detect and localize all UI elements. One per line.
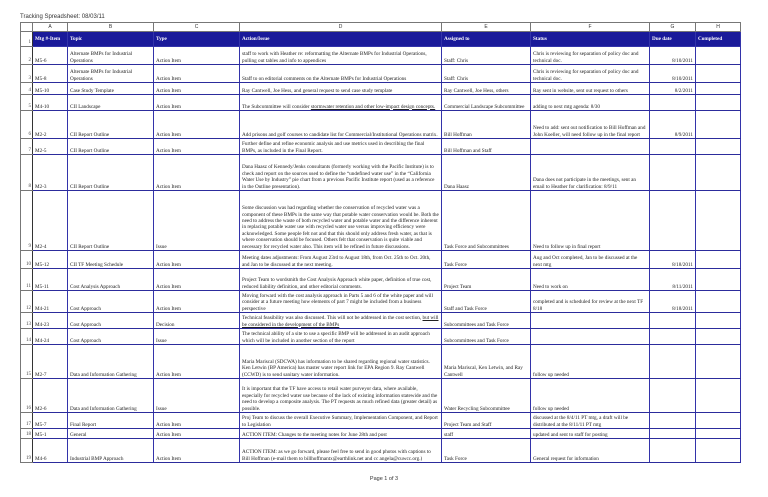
- cell-mtg-item[interactable]: M5-12: [33, 251, 68, 269]
- cell-action-issue[interactable]: Maria Mariscal (SDCWA) has information to be shared regarding regional water statistics. Ken Letwin (BP America) has master water report link for EPA Region 9. Ray Cantwell (CCWD) is to send sanitary water information.: [240, 345, 442, 379]
- column-letter-a[interactable]: A: [33, 23, 68, 32]
- cell-mtg-item[interactable]: M2-6: [33, 379, 68, 413]
- action-text: Technical feasibility was also discussed. This will not be addressed in the cost section,: [242, 315, 423, 322]
- cell-completed[interactable]: [696, 111, 741, 139]
- row-number[interactable]: 6: [21, 111, 33, 139]
- cell-topic[interactable]: Cost Analysis Approach: [68, 269, 154, 291]
- cell-topic[interactable]: Data and Information Gathering: [68, 345, 154, 379]
- row-number[interactable]: 12: [21, 291, 33, 313]
- page-footer: Page 1 of 3: [369, 476, 399, 482]
- cell-due-date[interactable]: [650, 345, 696, 379]
- cell-type[interactable]: Action Item: [154, 429, 240, 439]
- cell-assigned-to[interactable]: Maria Mariscal, Ken Letwin, and Ray Cantwell: [442, 345, 531, 379]
- cell-topic[interactable]: Cost Approach: [68, 291, 154, 313]
- header-row: [21, 32, 741, 47]
- cell-status[interactable]: [531, 313, 650, 329]
- cell-type[interactable]: Action Item: [154, 439, 240, 463]
- cell-status[interactable]: Dana does not participate in the meetings, sent an email to Heather for clarification: 8/9/11: [531, 155, 650, 191]
- cell-status[interactable]: discussed at the 8/4/11 PT mtg, a draft will be distributed at the 8/11/11 PT mtg: [531, 413, 650, 429]
- cell-type[interactable]: Action Item: [154, 139, 240, 155]
- cell-action-issue[interactable]: staff to work with Heather re: reformatting the Alternate BMPs for Industrial Operations, pulling out tables and info to appendices: [240, 47, 442, 65]
- cell-completed[interactable]: [696, 379, 741, 413]
- cell-topic[interactable]: Case Study Template: [68, 83, 154, 95]
- cell-status[interactable]: [531, 139, 650, 155]
- cell-action-issue[interactable]: The technical ability of a site to use a specific BMP will be addressed in an audit approach which will be included in another section of the report: [240, 329, 442, 345]
- cell-completed[interactable]: [696, 95, 741, 111]
- cell-assigned-to[interactable]: Staff: Chris: [442, 47, 531, 65]
- cell-mtg-item[interactable]: M5-8: [33, 65, 68, 83]
- row-number[interactable]: 11: [21, 269, 33, 291]
- cell-due-date[interactable]: 8/11/2011: [650, 269, 696, 291]
- cell-completed[interactable]: [696, 65, 741, 83]
- cell-due-date[interactable]: [650, 329, 696, 345]
- cell-status[interactable]: Need to work on: [531, 269, 650, 291]
- row-number[interactable]: 13: [21, 313, 33, 329]
- cell-due-date[interactable]: [650, 379, 696, 413]
- cell-due-date[interactable]: [650, 413, 696, 429]
- header-assigned-to[interactable]: Assigned to: [442, 32, 531, 47]
- cell-topic[interactable]: CII Report Outline: [68, 155, 154, 191]
- column-letter-e[interactable]: E: [442, 23, 531, 32]
- cell-mtg-item[interactable]: M4-6: [33, 439, 68, 463]
- cell-mtg-item[interactable]: M2-7: [33, 345, 68, 379]
- cell-mtg-item[interactable]: M5-11: [33, 269, 68, 291]
- cell-status[interactable]: follow up needed: [531, 379, 650, 413]
- cell-type[interactable]: Action Item: [154, 65, 240, 83]
- cell-mtg-item[interactable]: M2-5: [33, 139, 68, 155]
- cell-action-issue[interactable]: Moving forward with the cost analysis approach in Parts 5 and 6 of the white paper and will consider at a future meeting how elements of part 7 might be included from a business perspective: [240, 291, 442, 313]
- cell-mtg-item[interactable]: M4-24: [33, 329, 68, 345]
- cell-action-issue[interactable]: Project Team to wordsmith the Cost Analysis Approach white paper, definition of true cost, reduced liability definition, and other editorial comments.: [240, 269, 442, 291]
- table-row: [21, 329, 741, 345]
- cell-topic[interactable]: CII TF Meeting Schedule: [68, 251, 154, 269]
- cell-assigned-to[interactable]: Subcommittees and Task Force: [442, 329, 531, 345]
- cell-status[interactable]: updated and sent to staff for posting: [531, 429, 650, 439]
- cell-mtg-item[interactable]: M5-6: [33, 47, 68, 65]
- cell-action-issue[interactable]: [240, 313, 442, 329]
- cell-assigned-to[interactable]: Bill Hoffman: [442, 111, 531, 139]
- cell-topic[interactable]: General: [68, 429, 154, 439]
- column-letter-c[interactable]: C: [154, 23, 240, 32]
- cell-action-issue[interactable]: Proj Team to discuss the overall Executive Summary, Implementation Component, and Report to Legislation: [240, 413, 442, 429]
- cell-completed[interactable]: [696, 439, 741, 463]
- cell-topic[interactable]: Data and Information Gathering: [68, 379, 154, 413]
- cell-assigned-to[interactable]: Subcommittees and Task Force: [442, 313, 531, 329]
- cell-due-date[interactable]: 8/9/2011: [650, 111, 696, 139]
- cell-status[interactable]: Need to add: sent out notification to Bill Hoffman and John Koeller, will need follow up in the final report: [531, 111, 650, 139]
- cell-assigned-to[interactable]: staff: [442, 429, 531, 439]
- cell-assigned-to[interactable]: Commercial Landscape Subcommittee: [442, 95, 531, 111]
- cell-topic[interactable]: Cost Approach: [68, 313, 154, 329]
- table-row: [21, 111, 741, 139]
- cell-topic[interactable]: CII Report Outline: [68, 191, 154, 251]
- row-number[interactable]: 17: [21, 413, 33, 429]
- cell-type[interactable]: Action Item: [154, 251, 240, 269]
- cell-topic[interactable]: Final Report: [68, 413, 154, 429]
- header-type[interactable]: Type: [154, 32, 240, 47]
- table-row: [21, 379, 741, 413]
- column-letter-d[interactable]: D: [240, 23, 442, 32]
- cell-type[interactable]: Issue: [154, 379, 240, 413]
- table-row: [21, 345, 741, 379]
- cell-completed[interactable]: [696, 269, 741, 291]
- cell-completed[interactable]: [696, 155, 741, 191]
- cell-status[interactable]: Chris is reviewing for separation of policy doc and technical doc.: [531, 47, 650, 65]
- cell-type[interactable]: Action Item: [154, 269, 240, 291]
- cell-action-issue[interactable]: Add prisons and golf courses to candidate list for Commercial/Institutional Operations matrix.: [240, 111, 442, 139]
- cell-completed[interactable]: [696, 251, 741, 269]
- column-letter-f[interactable]: F: [531, 23, 650, 32]
- cell-due-date[interactable]: [650, 313, 696, 329]
- header-status[interactable]: Status: [531, 32, 650, 47]
- cell-status[interactable]: adding to next mtg agenda: 8/30: [531, 95, 650, 111]
- column-letter-b[interactable]: B: [68, 23, 154, 32]
- cell-status[interactable]: Aug and Oct completed, Jan to be discussed at the next mtg: [531, 251, 650, 269]
- action-underlined-text: but will be considered in the development of the BMPs: [242, 315, 439, 328]
- cell-completed[interactable]: [696, 139, 741, 155]
- table-row: [21, 139, 741, 155]
- cell-status[interactable]: Chris is reviewing for separation of policy doc and technical doc.: [531, 65, 650, 83]
- header-action-issue[interactable]: Action/Issue: [240, 32, 442, 47]
- cell-action-issue[interactable]: Meeting dates adjustments: From August 23rd to August 18th, from Oct. 25th to Oct. 20th, and Jan to be discussed at the next meeting.: [240, 251, 442, 269]
- cell-mtg-item[interactable]: M2-2: [33, 111, 68, 139]
- table-row: [21, 95, 741, 111]
- cell-topic[interactable]: Cost Approach: [68, 329, 154, 345]
- cell-completed[interactable]: [696, 47, 741, 65]
- cell-due-date[interactable]: 8/2/2011: [650, 83, 696, 95]
- table-row: [21, 155, 741, 191]
- header-completed[interactable]: Completed: [696, 32, 741, 47]
- cell-status[interactable]: Ray sent in website, sent out request to others: [531, 83, 650, 95]
- cell-due-date[interactable]: [650, 191, 696, 251]
- row-number[interactable]: 4: [21, 83, 33, 95]
- cell-status[interactable]: General request for information: [531, 439, 650, 463]
- table-row: [21, 83, 741, 95]
- sheet-title: Tracking Spreadsheet: 08/03/11: [20, 14, 105, 20]
- cell-completed[interactable]: [696, 345, 741, 379]
- cell-action-issue[interactable]: ACTION ITEM: as we go forward, please feel free to send in good photos with captions to Bill Hoffman (e-mail them to billhoffmantx@earthlink.net and cc angela@cuwcc.org.): [240, 439, 442, 463]
- cell-mtg-item[interactable]: M2-3: [33, 155, 68, 191]
- header-topic[interactable]: Topic: [68, 32, 154, 47]
- cell-type[interactable]: Action Item: [154, 345, 240, 379]
- cell-action-issue[interactable]: ACTION ITEM: Changes to the meeting notes for June 28th and post: [240, 429, 442, 439]
- cell-due-date[interactable]: [650, 155, 696, 191]
- cell-action-issue[interactable]: [240, 95, 442, 111]
- cell-topic[interactable]: CII Landscape: [68, 95, 154, 111]
- column-letter-g[interactable]: G: [650, 23, 696, 32]
- cell-type[interactable]: Action Item: [154, 111, 240, 139]
- row-number[interactable]: 16: [21, 379, 33, 413]
- table-row: [21, 191, 741, 251]
- row-number[interactable]: 7: [21, 139, 33, 155]
- cell-mtg-item[interactable]: M4-23: [33, 313, 68, 329]
- table-row: [21, 429, 741, 439]
- cell-status[interactable]: Need to follow up in final report: [531, 191, 650, 251]
- cell-assigned-to[interactable]: Ray Cantwell, Joe Hess, others: [442, 83, 531, 95]
- cell-assigned-to[interactable]: Bill Hoffman and Staff: [442, 139, 531, 155]
- cell-completed[interactable]: [696, 291, 741, 313]
- header-due-date[interactable]: Due date: [650, 32, 696, 47]
- cell-mtg-item[interactable]: M5-10: [33, 83, 68, 95]
- cell-mtg-item[interactable]: M5-1: [33, 429, 68, 439]
- cell-type[interactable]: Decision: [154, 313, 240, 329]
- header-mtg-item[interactable]: Mtg #-Item: [33, 32, 68, 47]
- cell-assigned-to[interactable]: Staff: Chris: [442, 65, 531, 83]
- table-row: [21, 65, 741, 83]
- cell-completed[interactable]: [696, 329, 741, 345]
- cell-assigned-to[interactable]: Project Team: [442, 269, 531, 291]
- cell-completed[interactable]: [696, 83, 741, 95]
- cell-assigned-to[interactable]: Task Force: [442, 439, 531, 463]
- cell-mtg-item[interactable]: M5-7: [33, 413, 68, 429]
- table-row: [21, 313, 741, 329]
- row-number[interactable]: 18: [21, 429, 33, 439]
- table-row: [21, 291, 741, 313]
- cell-action-issue[interactable]: Some discussion was had regarding whether the conservation of recycled water was a component of these BMPs in the same way that potable water conservation would be. Both the need to address the waste of both recycled water and potable water and the difference inherent in replacing potable water use with recycled water use versus improving efficiency were acknowledged. Some people felt not and that this should only address fresh water, as that is where conservation should be focused. Others felt that conservation is quite viable and necessary for recycled water also. This item will be refined in future discussions.: [240, 191, 442, 251]
- cell-due-date[interactable]: 8/18/2011: [650, 251, 696, 269]
- table-row: [21, 251, 741, 269]
- row-number[interactable]: 5: [21, 95, 33, 111]
- cell-completed[interactable]: [696, 429, 741, 439]
- cell-completed[interactable]: [696, 191, 741, 251]
- cell-status[interactable]: completed and is scheduled for review at the next TF 8/18: [531, 291, 650, 313]
- cell-assigned-to[interactable]: Water Recycling Subcommittee: [442, 379, 531, 413]
- cell-type[interactable]: Action Item: [154, 291, 240, 313]
- cell-assigned-to[interactable]: Task Force: [442, 251, 531, 269]
- table-row: [21, 47, 741, 65]
- cell-topic[interactable]: CII Report Outline: [68, 111, 154, 139]
- row-number[interactable]: 15: [21, 345, 33, 379]
- cell-type[interactable]: Action Item: [154, 83, 240, 95]
- cell-due-date[interactable]: 8/10/2011: [650, 65, 696, 83]
- row-number[interactable]: 14: [21, 329, 33, 345]
- cell-completed[interactable]: [696, 313, 741, 329]
- row-number[interactable]: 2: [21, 47, 33, 65]
- cell-mtg-item[interactable]: M2-4: [33, 191, 68, 251]
- cell-due-date[interactable]: 8/18/2011: [650, 291, 696, 313]
- row-number[interactable]: 3: [21, 65, 33, 83]
- cell-due-date[interactable]: [650, 95, 696, 111]
- cell-type[interactable]: Action Item: [154, 95, 240, 111]
- table-row: [21, 413, 741, 429]
- corner-cell[interactable]: [21, 23, 33, 32]
- row-number[interactable]: 10: [21, 251, 33, 269]
- cell-topic[interactable]: Industrial BMP Approach: [68, 439, 154, 463]
- row-number[interactable]: 1: [21, 32, 33, 47]
- cell-assigned-to[interactable]: Task Force and Subcommittees: [442, 191, 531, 251]
- cell-action-issue[interactable]: Further define and refine economic analysis and use metrics used in describing the final BMPs, as included in the Final Report.: [240, 139, 442, 155]
- cell-action-issue[interactable]: Dana Haasz of Kennedy/Jenks consultants (formerly working with the Pacific Institute) is to check and report on the sources used to define the “undefined water use” in the “California Water Use by Industry” pie chart from a previous Pacific Institute report (used as a reference in the Outline presentation).: [240, 155, 442, 191]
- cell-action-issue[interactable]: Staff to on editorial comments on the Alternate BMPs for Industrial Operations: [240, 65, 442, 83]
- cell-type[interactable]: Action Item: [154, 47, 240, 65]
- cell-assigned-to[interactable]: Staff and Task Force: [442, 291, 531, 313]
- cell-completed[interactable]: [696, 413, 741, 429]
- cell-due-date[interactable]: [650, 429, 696, 439]
- column-letters-row: [21, 23, 741, 32]
- table-row: [21, 269, 741, 291]
- tracking-table: [20, 22, 741, 463]
- cell-status[interactable]: [531, 329, 650, 345]
- cell-due-date[interactable]: [650, 439, 696, 463]
- cell-type[interactable]: Action Item: [154, 413, 240, 429]
- cell-action-issue[interactable]: Ray Cantwell, Joe Hess, and general request to send case study template: [240, 83, 442, 95]
- cell-topic[interactable]: Alternate BMPs for Industrial Operations: [68, 65, 154, 83]
- cell-mtg-item[interactable]: M4-21: [33, 291, 68, 313]
- cell-type[interactable]: Issue: [154, 329, 240, 345]
- action-text: The Subcommittee will consider: [242, 103, 311, 110]
- cell-assigned-to[interactable]: Dana Haasz: [442, 155, 531, 191]
- cell-mtg-item[interactable]: M4-10: [33, 95, 68, 111]
- row-number[interactable]: 9: [21, 191, 33, 251]
- cell-due-date[interactable]: [650, 139, 696, 155]
- action-underlined-text: stormwater retention and other low-impact design concepts.: [310, 103, 436, 110]
- cell-topic[interactable]: CII Report Outline: [68, 139, 154, 155]
- column-letter-h[interactable]: H: [696, 23, 741, 32]
- cell-type[interactable]: Issue: [154, 191, 240, 251]
- cell-type[interactable]: Action Item: [154, 155, 240, 191]
- cell-topic[interactable]: Alternate BMPs for Industrial Operations: [68, 47, 154, 65]
- cell-due-date[interactable]: 8/10/2011: [650, 47, 696, 65]
- cell-status[interactable]: follow up needed: [531, 345, 650, 379]
- row-number[interactable]: 8: [21, 155, 33, 191]
- row-number[interactable]: 19: [21, 439, 33, 463]
- cell-assigned-to[interactable]: Project Team and Staff: [442, 413, 531, 429]
- cell-action-issue[interactable]: It is important that the TF have access to retail water purveyor data, where available, especially for recycled water use because of the lack of existing information statewide and the need to develop a composite analysis. The PT requests as much refined data (greater detail) as possible.: [240, 379, 442, 413]
- table-row: [21, 439, 741, 463]
